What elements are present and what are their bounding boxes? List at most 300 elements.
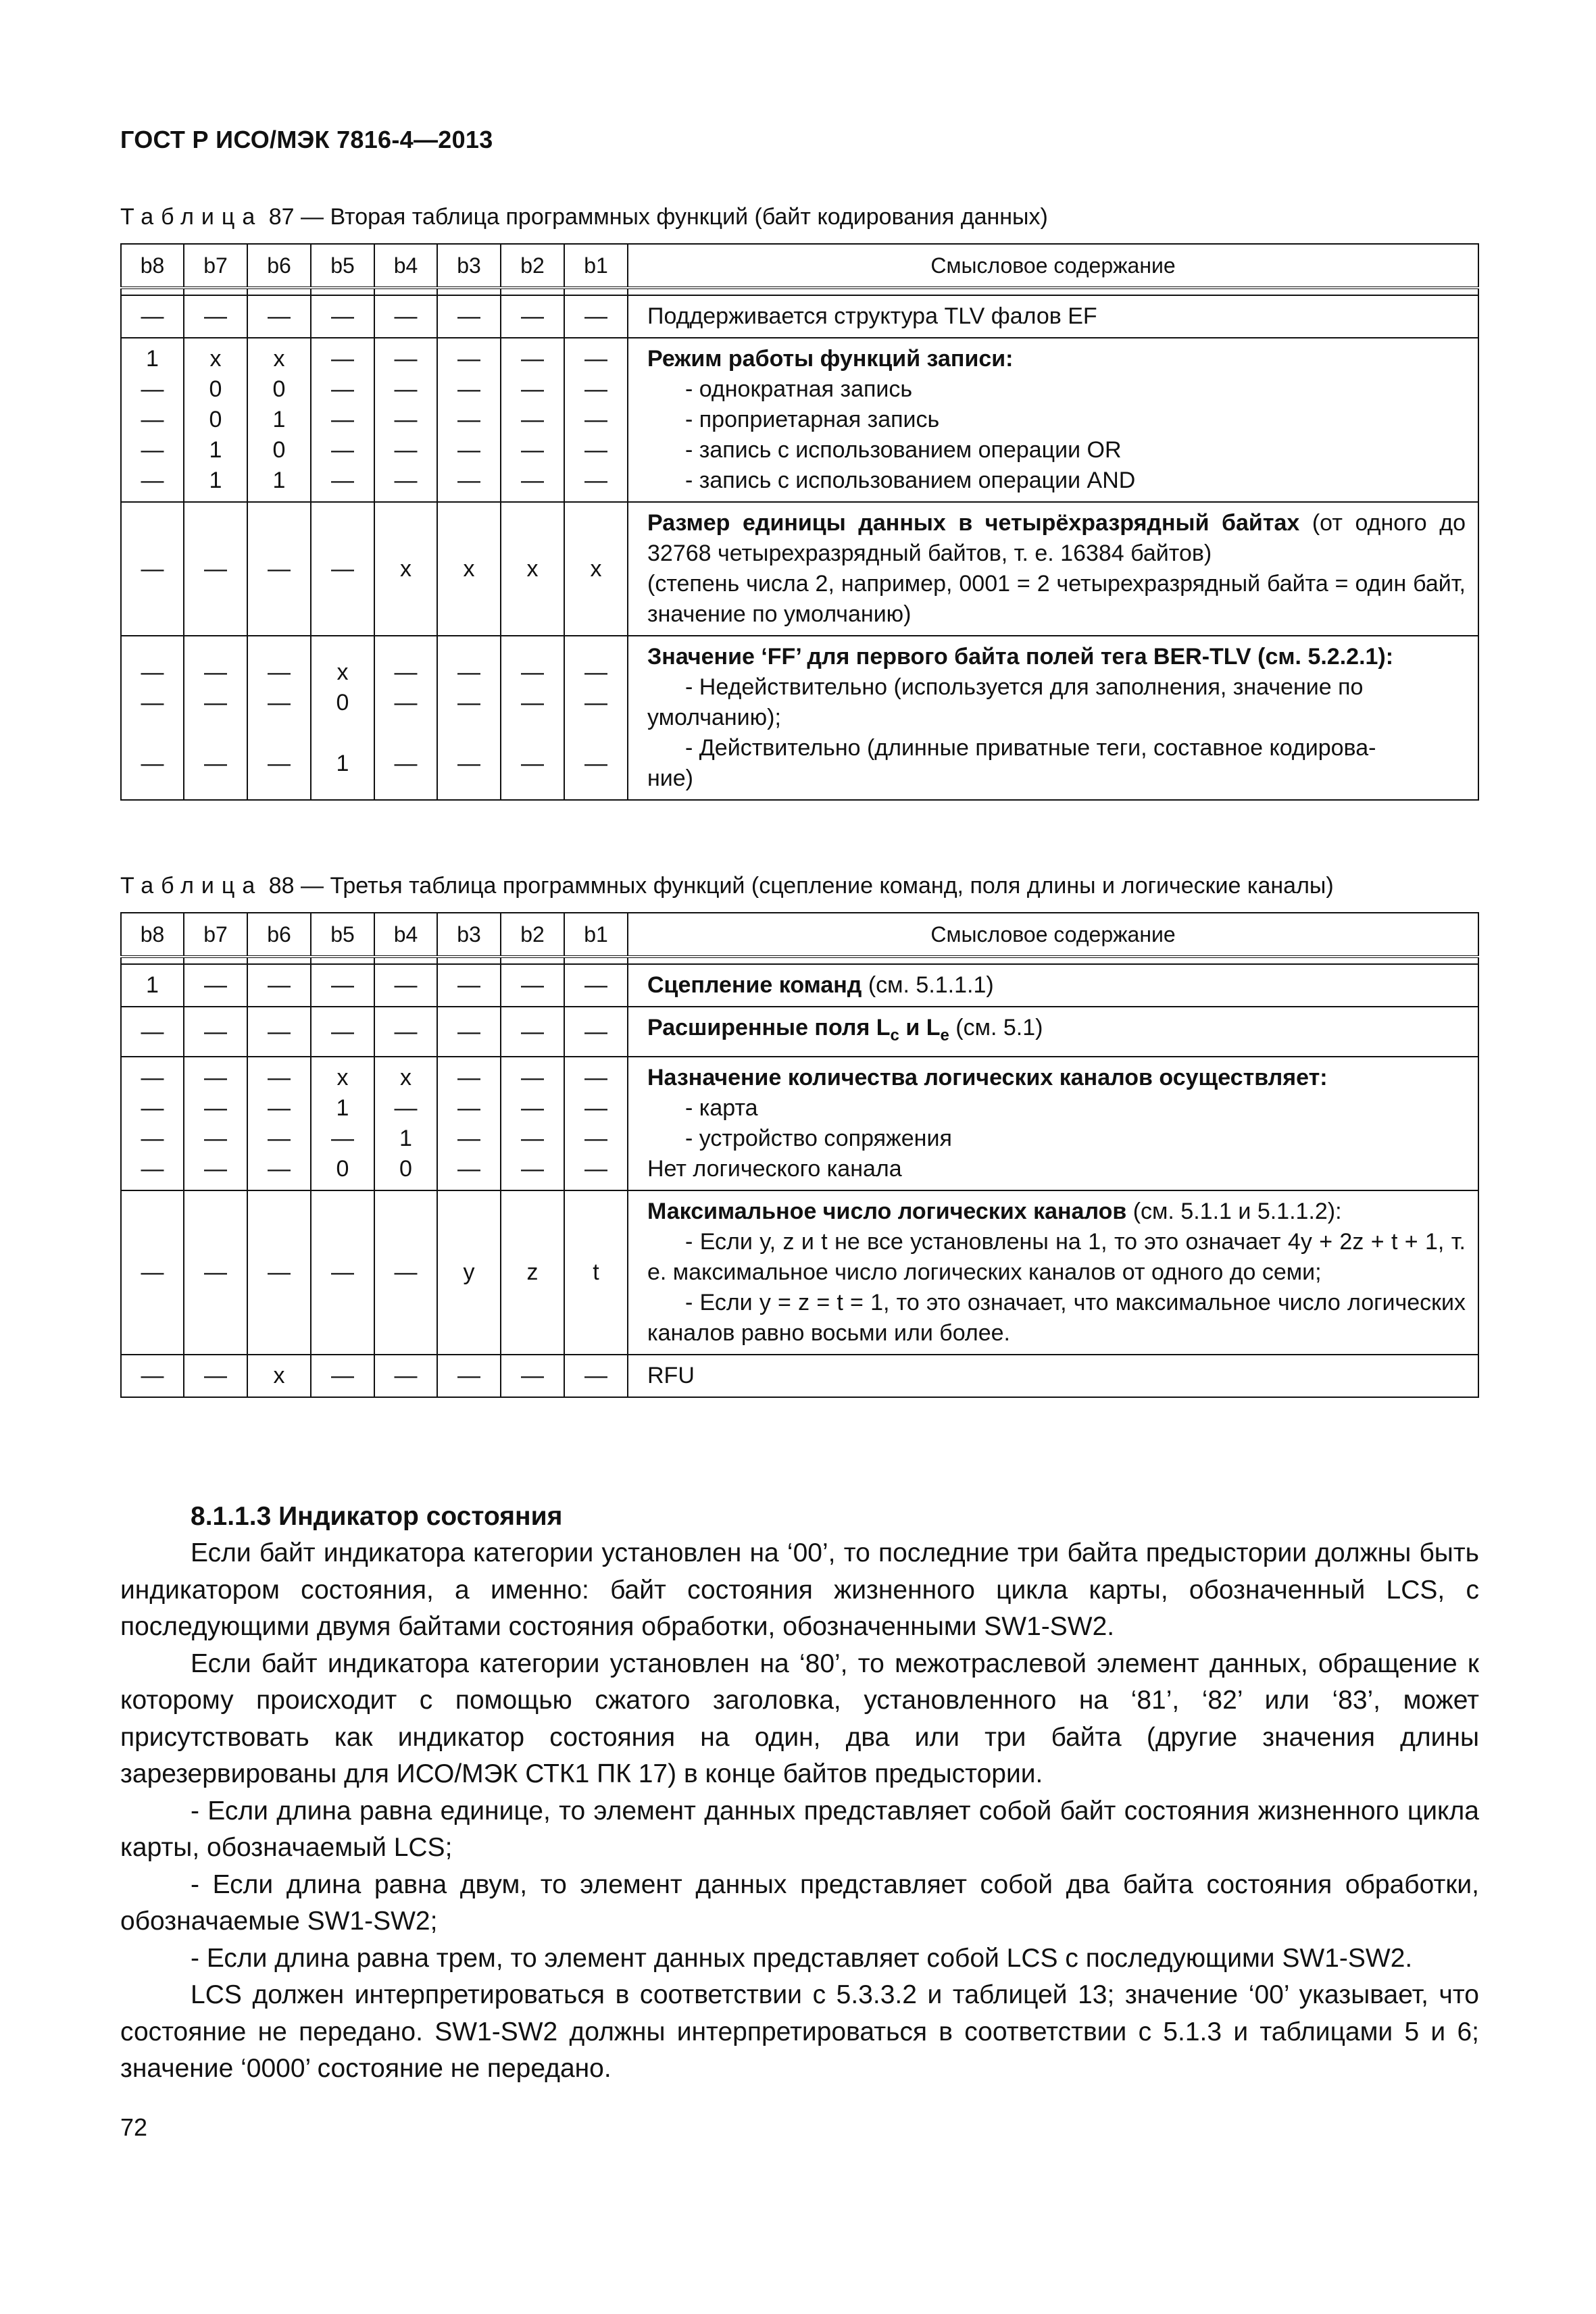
bit-value: — <box>268 303 291 329</box>
bit-cell <box>501 636 564 800</box>
description-cell <box>628 1057 1478 1190</box>
description-line <box>647 970 1466 1001</box>
bit-cell <box>311 338 374 502</box>
description-text: Назначение количества логических каналов осуществляет: <box>647 1065 1328 1090</box>
table-row <box>121 1007 1478 1057</box>
bit-value: — <box>331 437 354 463</box>
bit-cell <box>374 1007 437 1057</box>
bit-cell <box>501 338 564 502</box>
description-text: Максимальное число логических каналов <box>647 1199 1127 1224</box>
description-text: умолчанию); <box>647 705 781 730</box>
bit-cell <box>184 1190 247 1355</box>
bit-value: x <box>209 346 222 372</box>
description-text: (степень числа 2, например, 0001 = 2 четырехразрядный байта = один байт, значение по умолчанию) <box>647 571 1466 627</box>
description-line <box>647 1197 1466 1227</box>
bit-value: — <box>584 1095 607 1121</box>
bit-value: — <box>331 1363 354 1388</box>
bit-cell <box>121 1190 184 1355</box>
bit-value: 1 <box>336 1095 349 1121</box>
separator-cell <box>564 288 628 295</box>
bit-cell <box>247 1057 311 1190</box>
bit-value: — <box>457 346 480 372</box>
description-text: (от одного до 32768 четырехразрядный байтов, т. е. 16384 байтов) <box>647 510 1466 566</box>
bit-value: — <box>584 1065 607 1090</box>
description-text: - устройство сопряжения <box>685 1126 952 1151</box>
bit-value: 0 <box>209 376 222 402</box>
description-line <box>647 672 1466 703</box>
description-text: (см. 5.1) <box>949 1015 1043 1040</box>
subscript: e <box>940 1026 949 1045</box>
bit-value: 0 <box>336 1156 349 1182</box>
body-paragraph: - Если длина равна трем, то элемент данных представляет собой LCS с последующими SW1-SW2. <box>191 1943 1413 1973</box>
description-text: Режим работы функций записи: <box>647 346 1014 372</box>
bit-value: — <box>141 1018 164 1045</box>
bit-value: — <box>141 689 164 715</box>
bit-value: — <box>394 346 418 372</box>
bit-value: — <box>394 972 418 998</box>
bit-cell <box>184 636 247 800</box>
bit-value: — <box>268 1065 291 1090</box>
description-text: - Недействительно (используется для заполнения, значение по <box>685 674 1364 700</box>
table-row <box>121 1057 1478 1190</box>
description-line <box>647 1361 1466 1391</box>
description-text: - Если y, z и t не все установлены на 1, то это означает 4y + 2z + t + 1, т. е. максимальное число логических каналов от одного до семи; <box>647 1229 1466 1285</box>
body-paragraph: - Если длина равна единице, то элемент данных представляет собой байт состояния жизненного цикла карты, обозначаемый LCS; <box>120 1796 1479 1862</box>
description-line <box>647 466 1466 496</box>
bit-value: — <box>331 376 354 402</box>
table-row <box>121 964 1478 1007</box>
bit-value: — <box>141 659 164 685</box>
table-88 <box>120 912 1479 1398</box>
bit-cell <box>564 1190 628 1355</box>
bit-cell <box>311 1355 374 1397</box>
column-header: b1 <box>564 913 628 957</box>
description-line <box>647 1288 1466 1349</box>
bit-cell <box>437 1190 501 1355</box>
bit-cell <box>437 636 501 800</box>
document-header: ГОСТ Р ИСО/МЭК 7816-4—2013 <box>120 126 493 153</box>
column-header: b7 <box>184 913 247 957</box>
bit-value: — <box>521 1095 544 1121</box>
column-header: b4 <box>374 244 437 288</box>
bit-value: — <box>394 1018 418 1045</box>
description-line <box>647 344 1466 374</box>
separator-cell <box>628 288 1478 295</box>
table-row <box>121 338 1478 502</box>
bit-value: x <box>400 555 412 582</box>
bit-value: — <box>394 689 418 715</box>
bit-value <box>375 718 437 749</box>
column-header: b5 <box>311 913 374 957</box>
bit-value: — <box>141 750 164 776</box>
bit-value: — <box>457 1363 480 1388</box>
bit-value: — <box>457 1126 480 1151</box>
bit-value: — <box>584 376 607 402</box>
bit-value: — <box>141 376 164 402</box>
bit-value: — <box>141 1065 164 1090</box>
bit-value: — <box>394 303 418 329</box>
separator-cell <box>374 957 437 964</box>
bit-value: 1 <box>146 346 159 372</box>
description-line <box>647 1013 1466 1051</box>
bit-value: — <box>268 555 291 582</box>
table-row <box>121 502 1478 636</box>
bit-value: — <box>521 1018 544 1045</box>
header-row <box>121 913 1478 957</box>
bit-cell <box>501 964 564 1007</box>
column-header: b7 <box>184 244 247 288</box>
caption-text: 88 — Третья таблица программных функций (сцепление команд, поля длины и логические каналы) <box>262 873 1334 899</box>
bit-value: — <box>457 1095 480 1121</box>
bit-cell <box>437 1007 501 1057</box>
description-cell <box>628 964 1478 1007</box>
bit-value: — <box>141 1363 164 1388</box>
caption-label: Таблица <box>120 873 263 899</box>
separator-cell <box>184 288 247 295</box>
bit-cell <box>374 1190 437 1355</box>
separator-cell <box>121 288 184 295</box>
bit-value: — <box>268 1018 291 1045</box>
bit-cell <box>501 295 564 338</box>
bit-value: — <box>521 407 544 432</box>
bit-value: x <box>400 1065 412 1090</box>
bit-value: 0 <box>336 689 349 715</box>
description-line <box>647 733 1466 763</box>
description-text: (см. 5.1.1.1) <box>862 972 994 998</box>
bit-value: — <box>521 1363 544 1388</box>
bit-value: — <box>204 1126 227 1151</box>
bit-cell <box>564 338 628 502</box>
bit-value: x <box>336 1065 349 1090</box>
bit-value <box>248 718 310 749</box>
description-line <box>647 1093 1466 1124</box>
bit-value: — <box>584 1363 607 1388</box>
column-header: b5 <box>311 244 374 288</box>
bit-value: — <box>521 376 544 402</box>
bit-cell <box>121 964 184 1007</box>
bit-value: 1 <box>209 437 222 463</box>
column-header: Смысловое содержание <box>628 913 1478 957</box>
description-text: Расширенные поля L <box>647 1015 891 1040</box>
bit-value: — <box>584 468 607 493</box>
bit-cell <box>121 502 184 636</box>
bit-value: t <box>593 1259 599 1285</box>
bit-value: x <box>526 555 539 582</box>
bit-value <box>438 718 500 749</box>
separator-cell <box>311 957 374 964</box>
table-row <box>121 1190 1478 1355</box>
bit-value <box>122 718 183 749</box>
column-header: Смысловое содержание <box>628 244 1478 288</box>
bit-value: — <box>457 1065 480 1090</box>
description-line <box>647 642 1466 672</box>
column-header: b8 <box>121 244 184 288</box>
separator-cell <box>121 957 184 964</box>
bit-cell <box>247 636 311 800</box>
bit-value: x <box>273 1363 285 1388</box>
bit-value: — <box>584 437 607 463</box>
table-87-caption <box>120 204 1048 230</box>
bit-value: — <box>457 972 480 998</box>
bit-value: — <box>394 750 418 776</box>
bit-value: — <box>394 659 418 685</box>
bit-value: — <box>141 1126 164 1151</box>
table-88-caption <box>120 873 1334 899</box>
bit-value: — <box>521 468 544 493</box>
description-line <box>647 508 1466 569</box>
description-text: и L <box>899 1015 941 1040</box>
bit-value: — <box>457 407 480 432</box>
bit-cell <box>184 295 247 338</box>
bit-value: — <box>204 1018 227 1045</box>
description-text: - Действительно (длинные приватные теги, составное кодирова- <box>685 735 1376 761</box>
bit-cell <box>501 1190 564 1355</box>
bit-cell <box>311 1057 374 1190</box>
bit-value: — <box>584 659 607 685</box>
header-separator <box>121 288 1478 295</box>
bit-value: — <box>331 1259 354 1285</box>
section-body <box>120 1535 1479 2088</box>
separator-cell <box>311 288 374 295</box>
bit-value: — <box>204 972 227 998</box>
bit-value: — <box>457 468 480 493</box>
bit-value: — <box>457 1018 480 1045</box>
separator-cell <box>184 957 247 964</box>
bit-cell <box>564 636 628 800</box>
description-text: (см. 5.1.1 и 5.1.1.2): <box>1126 1199 1342 1224</box>
bit-value: — <box>521 346 544 372</box>
bit-value: — <box>141 407 164 432</box>
bit-value: — <box>584 750 607 776</box>
bit-cell <box>247 338 311 502</box>
column-header: b8 <box>121 913 184 957</box>
bit-cell <box>501 1355 564 1397</box>
table-row <box>121 295 1478 338</box>
bit-cell <box>311 636 374 800</box>
bit-cell <box>437 964 501 1007</box>
bit-value: — <box>584 303 607 329</box>
bit-value: — <box>204 689 227 715</box>
description-text: Сцепление команд <box>647 972 862 998</box>
table-row <box>121 1355 1478 1397</box>
bit-value: — <box>457 750 480 776</box>
description-line <box>647 301 1466 332</box>
bit-cell <box>564 964 628 1007</box>
bit-value: — <box>331 972 354 998</box>
bit-value: — <box>521 1065 544 1090</box>
bit-cell <box>311 1190 374 1355</box>
bit-value: — <box>584 346 607 372</box>
caption-label: Таблица <box>120 204 263 230</box>
bit-value: — <box>204 555 227 582</box>
bit-cell <box>121 636 184 800</box>
bit-value <box>184 718 247 749</box>
body-paragraph: Если байт индикатора категории установлен на ‘00’, то последние три байта предыстории должны быть индикатором состояния, а именно: байт состояния жизненного цикла карты, обозначенный LCS, с последующими двумя байтами состояния обработки, обозначенными SW1-SW2. <box>120 1538 1479 1641</box>
table-row <box>121 636 1478 800</box>
bit-cell <box>564 502 628 636</box>
bit-value: — <box>204 750 227 776</box>
column-header: b6 <box>247 244 311 288</box>
bit-cell <box>374 338 437 502</box>
bit-cell <box>374 1057 437 1190</box>
description-line <box>647 374 1466 405</box>
column-header: b1 <box>564 244 628 288</box>
bit-cell <box>184 1355 247 1397</box>
bit-value: — <box>141 1259 164 1285</box>
bit-value: — <box>268 659 291 685</box>
bit-value: — <box>521 1126 544 1151</box>
description-line <box>647 435 1466 466</box>
description-text: RFU <box>647 1363 695 1388</box>
table-87 <box>120 243 1479 801</box>
bit-value: — <box>394 468 418 493</box>
column-header: b6 <box>247 913 311 957</box>
bit-value: — <box>141 1095 164 1121</box>
separator-cell <box>437 288 501 295</box>
bit-cell <box>564 1057 628 1190</box>
page-number: 72 <box>120 2113 148 2141</box>
description-text: - карта <box>685 1095 758 1121</box>
description-line <box>647 763 1466 794</box>
description-text: Нет логического канала <box>647 1156 902 1182</box>
bit-value: y <box>463 1259 475 1285</box>
bit-value: 1 <box>336 750 349 776</box>
bit-value: — <box>331 468 354 493</box>
bit-value: — <box>521 689 544 715</box>
bit-value: — <box>457 303 480 329</box>
bit-cell <box>121 1355 184 1397</box>
bit-cell <box>374 636 437 800</box>
bit-value: — <box>331 346 354 372</box>
caption-text: 87 — Вторая таблица программных функций (байт кодирования данных) <box>262 204 1048 230</box>
bit-cell <box>311 502 374 636</box>
bit-cell <box>311 295 374 338</box>
bit-cell <box>247 964 311 1007</box>
bit-value: — <box>141 555 164 582</box>
bit-cell <box>564 1007 628 1057</box>
description-line <box>647 703 1466 733</box>
bit-value: — <box>457 659 480 685</box>
bit-cell <box>247 502 311 636</box>
bit-value: — <box>331 303 354 329</box>
column-header: b4 <box>374 913 437 957</box>
bit-value: — <box>141 303 164 329</box>
description-cell <box>628 295 1478 338</box>
bit-cell <box>247 1190 311 1355</box>
description-text: - Если y = z = t = 1, то это означает, что максимальное число логических каналов равно восьми или более. <box>647 1290 1466 1346</box>
bit-value <box>565 718 627 749</box>
bit-value: 0 <box>272 376 286 402</box>
bit-value: z <box>526 1259 539 1285</box>
bit-value: — <box>394 376 418 402</box>
bit-cell <box>374 295 437 338</box>
subscript: c <box>890 1026 899 1045</box>
bit-cell <box>184 1057 247 1190</box>
bit-cell <box>437 295 501 338</box>
description-text: - проприетарная запись <box>685 407 940 432</box>
bit-value: — <box>521 1156 544 1182</box>
bit-value: x <box>273 346 285 372</box>
bit-value: 1 <box>399 1126 412 1151</box>
description-cell <box>628 502 1478 636</box>
column-header: b3 <box>437 244 501 288</box>
bit-cell <box>437 1057 501 1190</box>
bit-value: — <box>584 972 607 998</box>
bit-value: — <box>457 689 480 715</box>
bit-value: — <box>268 1156 291 1182</box>
body-paragraph: - Если длина равна двум, то элемент данных представляет собой два байта состояния обработки, обозначаемые SW1-SW2; <box>120 1869 1479 1936</box>
description-cell <box>628 1190 1478 1355</box>
bit-value: — <box>457 376 480 402</box>
bit-cell <box>374 1355 437 1397</box>
bit-value: — <box>394 437 418 463</box>
bit-value <box>501 718 564 749</box>
description-text: ние) <box>647 765 693 791</box>
bit-value: — <box>204 1363 227 1388</box>
separator-cell <box>501 288 564 295</box>
bit-value: x <box>336 659 349 685</box>
description-text: - запись с использованием операции OR <box>685 437 1122 463</box>
description-cell <box>628 1007 1478 1057</box>
header-separator <box>121 957 1478 964</box>
description-cell <box>628 636 1478 800</box>
bit-value: 1 <box>272 407 286 432</box>
description-line <box>647 1063 1466 1093</box>
bit-value: — <box>521 437 544 463</box>
bit-cell <box>247 295 311 338</box>
bit-value: — <box>268 1126 291 1151</box>
bit-cell <box>121 1007 184 1057</box>
bit-value: — <box>204 1156 227 1182</box>
bit-value: — <box>394 1259 418 1285</box>
bit-value: — <box>268 750 291 776</box>
description-text: - однократная запись <box>685 376 913 402</box>
bit-value: 1 <box>272 468 286 493</box>
bit-value: — <box>204 303 227 329</box>
bit-cell <box>121 338 184 502</box>
description-text: Значение ‘FF’ для первого байта полей тега BER-TLV (см. 5.2.2.1): <box>647 644 1394 670</box>
bit-value: 0 <box>272 437 286 463</box>
separator-cell <box>374 288 437 295</box>
bit-value: — <box>457 1156 480 1182</box>
body-paragraph: Если байт индикатора категории установлен на ‘80’, то межотраслевой элемент данных, обращение к которому происходит с помощью сжатого заголовка, установленного на ‘81’, ‘82’ или ‘83’, может присутствовать как индикатор состояния на один, два или три байта (другие значения длины зарезервированы для ИСО/МЭК СТК1 ПК 17) в конце байтов предыстории. <box>120 1649 1479 1788</box>
bit-value: — <box>331 407 354 432</box>
bit-value: 1 <box>146 972 159 998</box>
bit-cell <box>564 295 628 338</box>
bit-value: — <box>584 689 607 715</box>
bit-value: — <box>331 1018 354 1045</box>
separator-cell <box>247 288 311 295</box>
description-cell <box>628 1355 1478 1397</box>
bit-cell <box>374 502 437 636</box>
bit-value: — <box>584 1156 607 1182</box>
bit-value: 0 <box>399 1156 412 1182</box>
bit-value: — <box>141 1156 164 1182</box>
bit-value: — <box>394 1363 418 1388</box>
bit-value: — <box>141 437 164 463</box>
description-text: - запись с использованием операции AND <box>685 468 1136 493</box>
separator-cell <box>247 957 311 964</box>
bit-cell <box>501 1057 564 1190</box>
bit-value: 0 <box>209 407 222 432</box>
bit-cell <box>121 1057 184 1190</box>
bit-cell <box>374 964 437 1007</box>
bit-value <box>311 718 374 749</box>
bit-cell <box>437 1355 501 1397</box>
bit-value: — <box>331 1126 354 1151</box>
bit-cell <box>311 964 374 1007</box>
bit-cell <box>184 1007 247 1057</box>
